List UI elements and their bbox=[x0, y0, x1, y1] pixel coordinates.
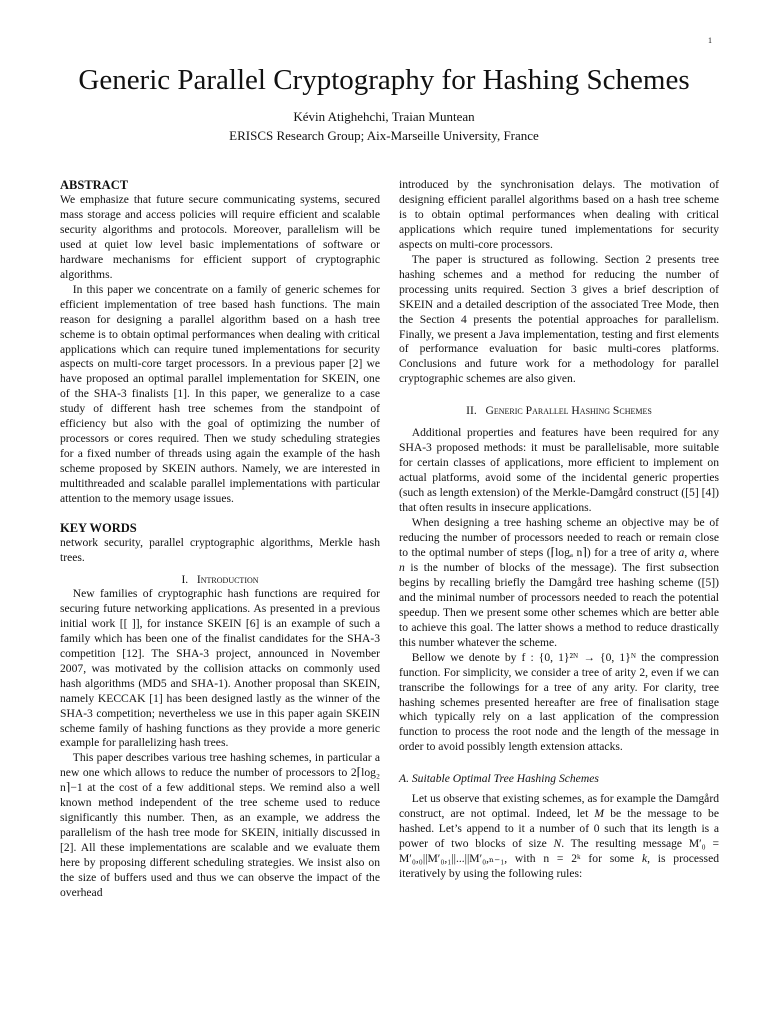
keywords-heading: KEY WORDS bbox=[60, 521, 137, 536]
intro-continuation: introduced by the synchronisation delays. The motivation of designing efficient parallel algorithms based on a hash tree scheme is to obtain optimal performances when dealing with critical applications which require tuned implementations for security aspects on multi-core processors. bbox=[399, 178, 719, 251]
paper-title: Generic Parallel Cryptography for Hashing Schemes bbox=[78, 64, 690, 96]
section-title: Introduction bbox=[196, 572, 259, 586]
subsection-a-paragraph-1: Let us observe that existing schemes, as for example the Damgård construct, are not optimal. Indeed, let M be the message to be hashed. Let’s append to it a number of 0 such that its length is a power of two blocks of size N. The resulting message M′₀ = M′₀,₀||M′₀,₁||...||M′₀,ₙ₋₁, with n = 2ᵏ for some k, is processed iteratively by using the following rules: bbox=[399, 792, 720, 881]
processor-count-formula: 2⌈log₂ n⌉−1 bbox=[60, 766, 380, 795]
message-formula: M′₀ = M′₀,₀||M′₀,₁||...||M′₀,ₙ₋₁ bbox=[399, 837, 719, 866]
section-heading-generic-hashing bbox=[399, 403, 719, 418]
optimal-steps-formula: ⌈logₐ n⌉ bbox=[550, 545, 587, 559]
section-title: Generic Parallel Hashing Schemes bbox=[485, 404, 652, 418]
intro-paragraph-2: This paper describes various tree hashing schemes, in particular a new one which allows to reduce the number of processors to 2⌈log₂ n⌉−1 at the cost of a few additional steps. We remind also a well known method independent of the tree scheme used to reduce significantly this number. Then, as an example, we address the parallelism of the hash tree mode for SKEIN, initially discussed in [2]. All these implementations are scalable and we evaluate them here by proposing different scheduling strategies. We insist also on the size of buffers used and thus we can observe the impact of the overhead bbox=[60, 751, 380, 899]
right-column bbox=[399, 178, 719, 882]
subsection-heading-a: A. Suitable Optimal Tree Hashing Schemes bbox=[399, 772, 599, 786]
keywords-text: network security, parallel cryptographic algorithms, Merkle hash trees. bbox=[60, 536, 380, 564]
section2-paragraph-2: When designing a tree hashing scheme an objective may be of reducing the number of processors needed to reach or remain close to the optimal number of steps (⌈logₐ n⌉) for a tree of arity a, where n is the number of blocks of the message). The first subsection begins by recalling briefly the Damgård tree hashing scheme ([5]) and the minimal number of processors needed to reach the potential speedup. Then we present some other schemes which are better able to achieve this goal. The latter shows a method to reduce drastically this number whatever the scheme. bbox=[399, 516, 720, 649]
left-column bbox=[60, 178, 380, 901]
section-numeral: II. bbox=[466, 404, 477, 418]
abstract-paragraph-2: In this paper we concentrate on a family of generic schemes for efficient implementation of tree based hash functions. The main reason for designing a parallel algorithm based on a hash tree scheme is to obtain optimal performances when dealing with critical applications which can require tuned implementations for security aspects on multi-core target processors. In a previous paper [2] we have proposed an optimal parallel implementation for SKEIN, one of the SHA-3 finalists [1]. In this paper, we generalize to a case study of different hash tree schemes from the standpoint of efficiency but also with the goal of optimizing the number of processors or cores required. Then we study scheduling strategies for a fixed number of threads using again the example of the hash scheme proposed by SKEIN authors. Namely, we are interested in multithreaded and scalable parallel implementations with particular attention to the memory usage issues. bbox=[60, 282, 380, 506]
section2-paragraph-1: Additional properties and features have been required for any SHA-3 proposed methods: it must be parallelisable, more suitable for certain classes of applications, more efficient to implement on actual platforms, avoid some of the incidental generic properties (such as length extension) of the Merkle-Damgård construct ([5] [4]) that often results in insecure applications. bbox=[399, 426, 719, 515]
section-heading-introduction bbox=[60, 572, 380, 587]
structure-paragraph: The paper is structured as following. Section 2 presents tree hashing schemes and a method for reducing the number of processing units required. Section 3 gives a brief description of SKEIN and a detailed description of the associated Tree Mode, then the Section 4 presents the potential approaches for parallelism. Finally, we present a Java implementation, testing and first elements of performance evaluation for basic multi-cores platforms. Conclusions and future work for a methodology for parallel cryptographic schemes are also given. bbox=[399, 252, 719, 386]
section2-paragraph-3: Bellow we denote by f : {0, 1}²ᴺ → {0, 1}ᴺ the compression function. For simplicity, we consider a tree of arity 2, even if we can transcribe the followings for a tree of any arity. For clarity, tree hashing schemes presented hereafter are free of finalisation stage which typically rely on a last application of the compression function to process the root node and the length of the message in order to avoid possibly length extension attacks. bbox=[399, 650, 719, 754]
power-of-two-formula: n = 2ᵏ bbox=[543, 852, 581, 866]
section-numeral: I. bbox=[181, 572, 189, 586]
affiliation: ERISCS Research Group; Aix-Marseille University, France bbox=[229, 128, 539, 143]
compression-function-formula: f : {0, 1}²ᴺ → {0, 1}ᴺ bbox=[521, 650, 637, 664]
intro-paragraph-1: New families of cryptographic hash functions are required for securing future networking applications. As presented in a previous initial work [[ ]], for instance SKEIN [6] is an example of such a family which has been one of the finalist candidates for the SHA-3 competition [12]. The SHA-3 project, announced in November 2007, was motivated by the collision attacks on commonly used hash algorithms (MD5 and SHA-1). Another proposal than SKEIN, namely KECCAK [1] has been designed lastly as the winner of the SHA-3 competition; nevertheless we use in this paper again SKEIN scheme family of hashing functions as they provide a more generic example for parallelizing hash trees. bbox=[60, 586, 380, 750]
authors: Kévin Atighehchi, Traian Muntean bbox=[293, 109, 475, 124]
abstract-heading: ABSTRACT bbox=[60, 178, 129, 192]
abstract-paragraph-1: We emphasize that future secure communicating systems, secured mass storage and access policies will require efficient and scalable security algorithms and protocols. Moreover, parallelism will be used at quiet low level basic implementations of software or hardware mechanisms for efficient support of cryptographic algorithms. bbox=[60, 193, 380, 281]
page-number: 1 bbox=[708, 36, 712, 45]
